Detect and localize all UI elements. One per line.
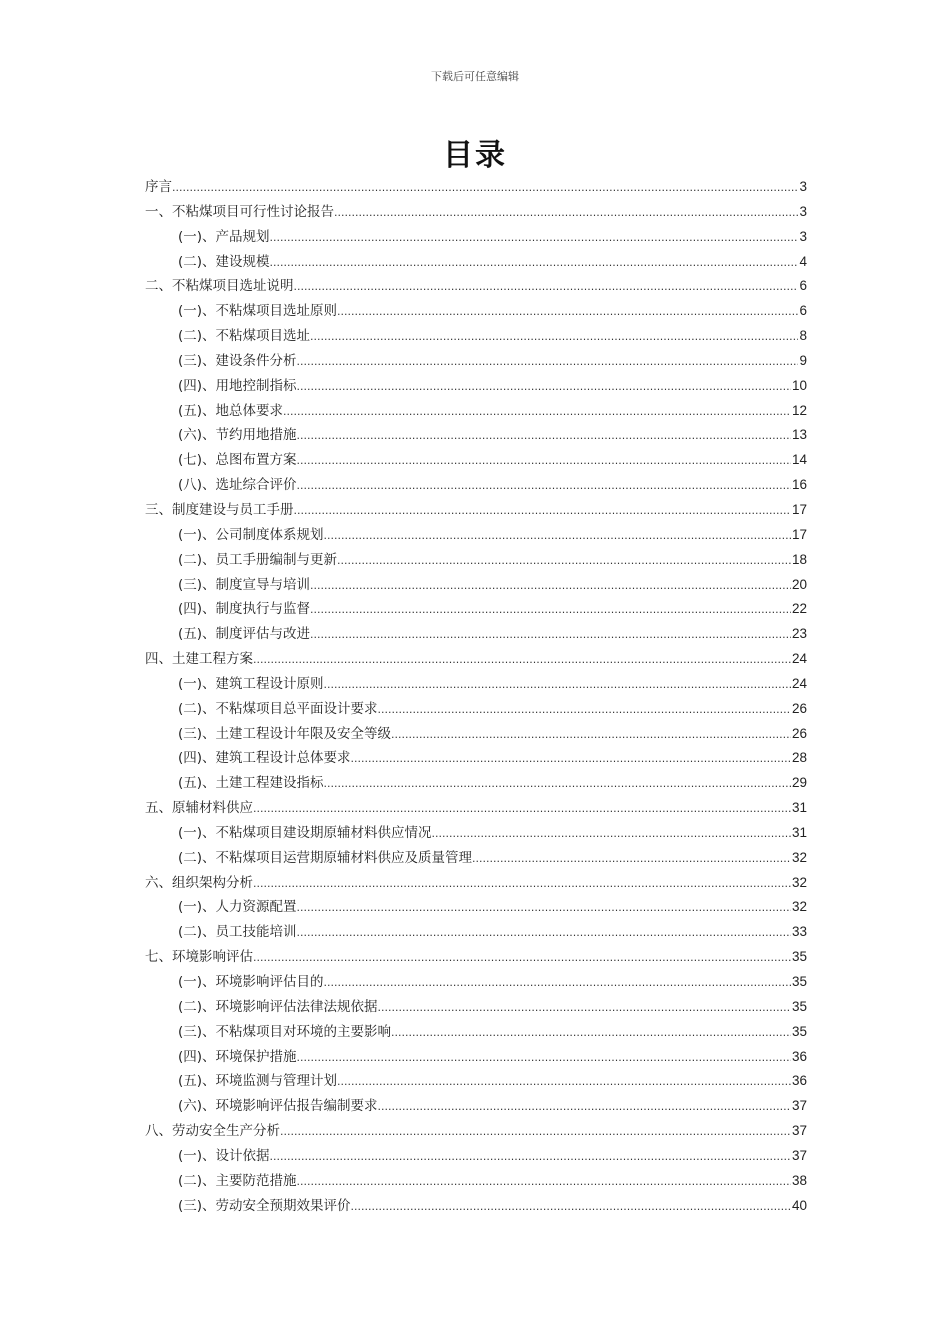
toc-entry[interactable] xyxy=(145,1170,807,1195)
toc-entry[interactable] xyxy=(145,1021,807,1046)
toc-entry-page-number: 17 xyxy=(791,501,807,517)
toc-leader-dots xyxy=(351,748,791,769)
toc-leader-dots xyxy=(283,401,791,422)
toc-entry-page-number: 14 xyxy=(791,452,807,468)
toc-leader-dots xyxy=(337,550,791,571)
toc-entry-page-number: 26 xyxy=(791,725,807,741)
toc-entry-page-number: 12 xyxy=(791,402,807,418)
toc-entry-label: (二)、不粘煤项目总平面设计要求 xyxy=(178,699,378,720)
toc-entry-label: 七、环境影响评估 xyxy=(145,947,253,968)
toc-entry-page-number: 36 xyxy=(791,1048,807,1064)
toc-entry[interactable] xyxy=(145,400,807,425)
toc-entry-label: 二、不粘煤项目选址说明 xyxy=(145,276,294,297)
toc-leader-dots xyxy=(294,500,791,521)
toc-entry-label: (一)、环境影响评估目的 xyxy=(178,972,324,993)
toc-entry-page-number: 35 xyxy=(791,974,807,989)
toc-entry-page-number: 32 xyxy=(791,899,807,915)
toc-leader-dots xyxy=(378,699,791,720)
toc-entry-label: (三)、土建工程设计年限及安全等级 xyxy=(178,724,391,745)
toc-title: 目录 xyxy=(443,138,507,173)
toc-entry-label: (四)、环境保护措施 xyxy=(178,1047,297,1068)
toc-entry[interactable] xyxy=(145,996,807,1021)
table-of-contents xyxy=(145,176,807,1219)
toc-entry[interactable] xyxy=(145,1145,807,1170)
toc-leader-dots xyxy=(334,202,798,223)
toc-leader-dots xyxy=(280,1121,791,1142)
toc-entry-page-number: 3 xyxy=(799,203,807,219)
toc-entry-page-number: 35 xyxy=(791,1023,807,1039)
toc-entry[interactable] xyxy=(145,300,807,325)
toc-entry-label: (五)、环境监测与管理计划 xyxy=(178,1071,337,1092)
toc-entry-label: (二)、员工技能培训 xyxy=(178,922,297,943)
toc-entry-page-number: 9 xyxy=(799,352,807,368)
toc-entry[interactable] xyxy=(145,424,807,449)
toc-leader-dots xyxy=(310,599,791,620)
toc-entry[interactable] xyxy=(145,176,807,201)
toc-entry-label: (二)、员工手册编制与更新 xyxy=(178,550,337,571)
toc-entry-page-number: 31 xyxy=(791,824,807,840)
toc-entry[interactable] xyxy=(145,1070,807,1095)
toc-entry-page-number: 35 xyxy=(791,949,807,965)
toc-entry[interactable] xyxy=(145,971,807,996)
toc-entry[interactable] xyxy=(145,375,807,400)
toc-entry-page-number: 28 xyxy=(791,750,807,766)
toc-entry[interactable] xyxy=(145,623,807,648)
toc-leader-dots xyxy=(297,897,791,918)
toc-entry[interactable] xyxy=(145,847,807,872)
toc-entry-label: (一)、不粘煤项目选址原则 xyxy=(178,301,337,322)
toc-entry-page-number: 24 xyxy=(791,675,807,691)
toc-entry-page-number: 26 xyxy=(791,700,807,716)
toc-leader-dots xyxy=(351,1196,791,1217)
toc-entry[interactable] xyxy=(145,350,807,375)
toc-leader-dots xyxy=(391,724,791,745)
toc-leader-dots xyxy=(472,848,791,869)
toc-entry-page-number: 4 xyxy=(799,253,807,269)
toc-entry[interactable] xyxy=(145,822,807,847)
toc-entry[interactable] xyxy=(145,723,807,748)
toc-entry[interactable] xyxy=(145,226,807,251)
toc-entry[interactable] xyxy=(145,325,807,350)
toc-entry-label: (五)、地总体要求 xyxy=(178,401,283,422)
toc-entry-label: (六)、环境影响评估报告编制要求 xyxy=(178,1096,378,1117)
toc-entry[interactable] xyxy=(145,549,807,574)
toc-entry[interactable] xyxy=(145,921,807,946)
toc-entry-label: (四)、建筑工程设计总体要求 xyxy=(178,748,351,769)
toc-entry-label: (七)、总图布置方案 xyxy=(178,450,297,471)
toc-leader-dots xyxy=(324,525,791,546)
toc-entry-label: (三)、制度宣导与培训 xyxy=(178,575,310,596)
toc-leader-dots xyxy=(297,425,791,446)
toc-entry-page-number: 23 xyxy=(791,626,807,642)
toc-entry-page-number: 38 xyxy=(791,1172,807,1188)
toc-entry-page-number: 6 xyxy=(799,303,807,319)
toc-entry-page-number: 37 xyxy=(791,1147,807,1163)
toc-leader-dots xyxy=(310,624,791,645)
toc-entry-page-number: 10 xyxy=(791,377,807,393)
toc-entry[interactable] xyxy=(145,946,807,971)
toc-entry[interactable] xyxy=(145,1046,807,1071)
toc-entry-page-number: 3 xyxy=(799,179,807,194)
toc-entry-label: (二)、主要防范措施 xyxy=(178,1171,297,1192)
toc-entry-label: (四)、制度执行与监督 xyxy=(178,599,310,620)
toc-entry-page-number: 13 xyxy=(791,427,807,443)
toc-entry[interactable] xyxy=(145,474,807,499)
toc-leader-dots xyxy=(253,798,791,819)
toc-entry-label: 三、制度建设与员工手册 xyxy=(145,500,294,521)
toc-leader-dots xyxy=(297,376,791,397)
toc-leader-dots xyxy=(337,1071,791,1092)
toc-entry-label: (二)、不粘煤项目运营期原辅材料供应及质量管理 xyxy=(178,848,472,869)
toc-entry-page-number: 22 xyxy=(791,601,807,617)
toc-entry-label: (一)、人力资源配置 xyxy=(178,897,297,918)
toc-entry[interactable] xyxy=(145,449,807,474)
toc-entry-label: 四、土建工程方案 xyxy=(145,649,253,670)
toc-leader-dots xyxy=(270,252,799,273)
toc-entry[interactable] xyxy=(145,499,807,524)
toc-entry-page-number: 37 xyxy=(791,1098,807,1114)
toc-entry-label: (一)、公司制度体系规划 xyxy=(178,525,324,546)
toc-leader-dots xyxy=(294,276,799,297)
toc-entry-label: (一)、设计依据 xyxy=(178,1146,270,1167)
toc-entry[interactable] xyxy=(145,201,807,226)
toc-entry[interactable] xyxy=(145,275,807,300)
toc-entry[interactable] xyxy=(145,872,807,897)
toc-entry-page-number: 33 xyxy=(791,924,807,940)
toc-entry-page-number: 32 xyxy=(791,849,807,865)
toc-entry-page-number: 6 xyxy=(799,278,807,294)
page-header: 下载后可任意编辑 xyxy=(431,70,519,83)
toc-leader-dots xyxy=(297,1047,791,1068)
toc-entry-label: (二)、环境影响评估法律法规依据 xyxy=(178,997,378,1018)
toc-entry-page-number: 17 xyxy=(791,526,807,542)
toc-entry-label: (一)、不粘煤项目建设期原辅材料供应情况 xyxy=(178,823,432,844)
toc-entry-page-number: 29 xyxy=(791,775,807,791)
toc-entry-label: (一)、产品规划 xyxy=(178,227,270,248)
toc-leader-dots xyxy=(297,475,791,496)
toc-leader-dots xyxy=(324,773,791,794)
toc-entry[interactable] xyxy=(145,797,807,822)
toc-leader-dots xyxy=(310,575,791,596)
toc-entry-label: (一)、建筑工程设计原则 xyxy=(178,674,324,695)
toc-entry-page-number: 37 xyxy=(791,1123,807,1139)
toc-leader-dots xyxy=(253,873,791,894)
toc-entry-page-number: 36 xyxy=(791,1073,807,1089)
toc-leader-dots xyxy=(432,823,791,844)
toc-entry[interactable] xyxy=(145,698,807,723)
toc-leader-dots xyxy=(253,947,791,968)
toc-entry-label: (二)、建设规模 xyxy=(178,252,270,273)
toc-entry[interactable] xyxy=(145,1120,807,1145)
toc-leader-dots xyxy=(310,326,798,347)
toc-leader-dots xyxy=(378,997,791,1018)
toc-entry-label: (三)、劳动安全预期效果评价 xyxy=(178,1196,351,1217)
toc-entry[interactable] xyxy=(145,574,807,599)
toc-entry-label: 八、劳动安全生产分析 xyxy=(145,1121,280,1142)
toc-leader-dots xyxy=(391,1022,791,1043)
toc-entry-label: (六)、节约用地措施 xyxy=(178,425,297,446)
toc-entry-label: (四)、用地控制指标 xyxy=(178,376,297,397)
toc-leader-dots xyxy=(297,1171,791,1192)
toc-leader-dots xyxy=(253,649,791,670)
toc-leader-dots xyxy=(324,972,791,993)
toc-entry-page-number: 18 xyxy=(791,551,807,567)
toc-entry-label: 五、原辅材料供应 xyxy=(145,798,253,819)
toc-entry-page-number: 31 xyxy=(791,800,807,816)
toc-entry[interactable] xyxy=(145,747,807,772)
toc-entry-page-number: 40 xyxy=(791,1197,807,1213)
toc-entry-label: 六、组织架构分析 xyxy=(145,873,253,894)
toc-leader-dots xyxy=(297,450,791,471)
toc-leader-dots xyxy=(270,1146,791,1167)
toc-leader-dots xyxy=(337,301,798,322)
toc-entry-label: (五)、制度评估与改进 xyxy=(178,624,310,645)
toc-entry-page-number: 24 xyxy=(791,651,807,667)
toc-entry-page-number: 35 xyxy=(791,998,807,1014)
toc-entry-label: (五)、土建工程建设指标 xyxy=(178,773,324,794)
toc-entry-label: (三)、建设条件分析 xyxy=(178,351,297,372)
toc-entry-label: 一、不粘煤项目可行性讨论报告 xyxy=(145,202,334,223)
toc-leader-dots xyxy=(324,674,791,695)
toc-entry-label: (二)、不粘煤项目选址 xyxy=(178,326,310,347)
toc-entry[interactable] xyxy=(145,251,807,276)
toc-entry[interactable] xyxy=(145,524,807,549)
toc-leader-dots xyxy=(297,922,791,943)
toc-entry-page-number: 20 xyxy=(791,576,807,592)
toc-entry[interactable] xyxy=(145,1195,807,1220)
toc-entry-page-number: 8 xyxy=(799,328,807,344)
toc-entry-label: (三)、不粘煤项目对环境的主要影响 xyxy=(178,1022,391,1043)
toc-leader-dots xyxy=(297,351,799,372)
toc-entry[interactable] xyxy=(145,648,807,673)
toc-entry-page-number: 3 xyxy=(799,228,807,244)
toc-entry-page-number: 32 xyxy=(791,874,807,890)
toc-entry-label: 序言 xyxy=(145,177,172,198)
toc-entry[interactable] xyxy=(145,896,807,921)
toc-entry-page-number: 16 xyxy=(791,477,807,493)
toc-entry[interactable] xyxy=(145,1095,807,1120)
toc-leader-dots xyxy=(378,1096,791,1117)
toc-entry-label: (八)、选址综合评价 xyxy=(178,475,297,496)
toc-entry[interactable] xyxy=(145,598,807,623)
toc-entry[interactable] xyxy=(145,772,807,797)
toc-entry[interactable] xyxy=(145,673,807,698)
toc-leader-dots xyxy=(270,227,799,248)
toc-leader-dots xyxy=(172,177,798,198)
